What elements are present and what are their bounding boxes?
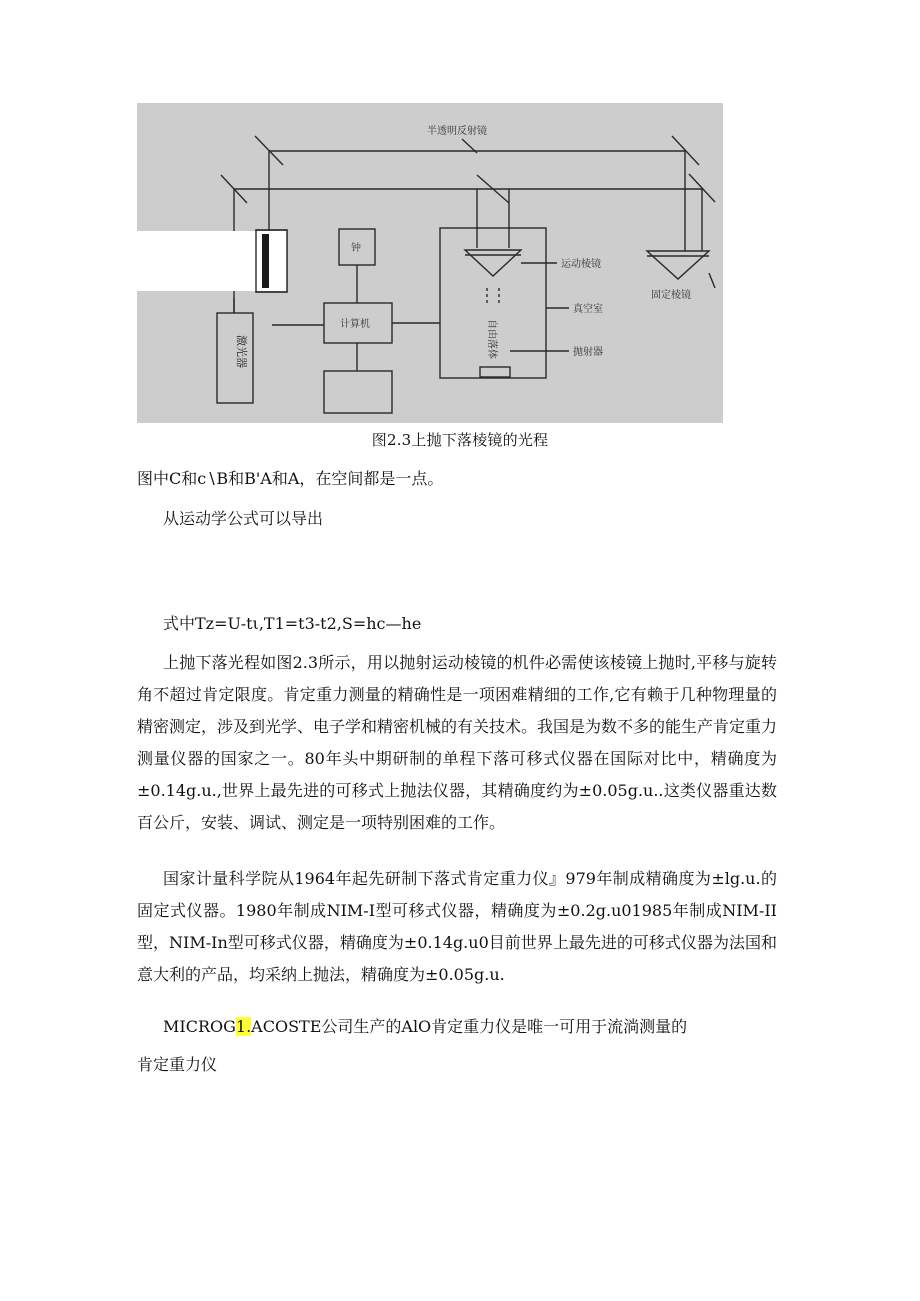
body-line-last: 肯定重力仪 [137, 1055, 218, 1074]
figure-caption: 图2.3上抛下落棱镜的光程 [371, 431, 549, 449]
paragraph-3 [163, 1016, 687, 1038]
optical-path-figure [137, 103, 723, 423]
para3-after: ACOSTE公司生产的AlO肯定重力仪是唯一可用于流淌测量的 [251, 1017, 688, 1036]
formula-line: 式中Tz=U-tι,T1=t3-t2,S=hc—he [163, 614, 422, 633]
paragraph-1: 上抛下落光程如图2.3所示，用以抛射运动棱镜的机件必需使该棱镜上抛时,平移与旋转角不超过肯定限度。肯定重力测量的精确性是一项困难精细的工作,它有赖于几种物理量的精密测定，涉及到光学、电子学和精密机械的有关技术。我国是为数不多的能生产肯定重力测量仪器的国家之一。80年头中期研制的单程下落可移式仪器在国际对比中，精确度为±0.14g.u.,世界上最先进的可移式上抛法仪器，其精确度约为±0.05g.u..这类仪器重达数百公斤，安装、调试、测定是一项特别困难的工作。 [137, 653, 778, 832]
label-laser: 激光器 [235, 335, 248, 368]
label-computer: 计算机 [340, 319, 370, 330]
body-line-2: 从运动学公式可以导出 [163, 509, 324, 528]
highlight-mark: 1. [235, 1017, 252, 1036]
label-moving-prism: 运动棱镜 [561, 259, 601, 270]
label-mirror: 半透明反射镜 [427, 126, 487, 137]
paragraph-2: 国家计量科学院从1964年起先研制下落式肯定重力仪』979年制成精确度为±lg.u.的固定式仪器。1980年制成NIM-I型可移式仪器，精确度为±0.2g.u01985年制成NIM-II型，NIM-In型可移式仪器，精确度为±0.14g.u0目前世界上最先进的可移式仪器为法国和意大利的产品，均采纳上抛法，精确度为±0.05g.u. [137, 869, 777, 984]
para3-before: MICROG [163, 1017, 236, 1036]
body-line-1: 图中C和c∖B和B'A和A，在空间都是一点。 [137, 469, 444, 488]
optical-path-diagram [137, 103, 723, 423]
label-clock: 钟 [351, 243, 361, 254]
label-fixed-prism: 固定棱镜 [651, 290, 691, 301]
label-vacuum: 真空室 [573, 304, 603, 315]
label-freefall: 自由落体 [486, 319, 497, 359]
label-launcher: 抛射器 [573, 347, 603, 358]
